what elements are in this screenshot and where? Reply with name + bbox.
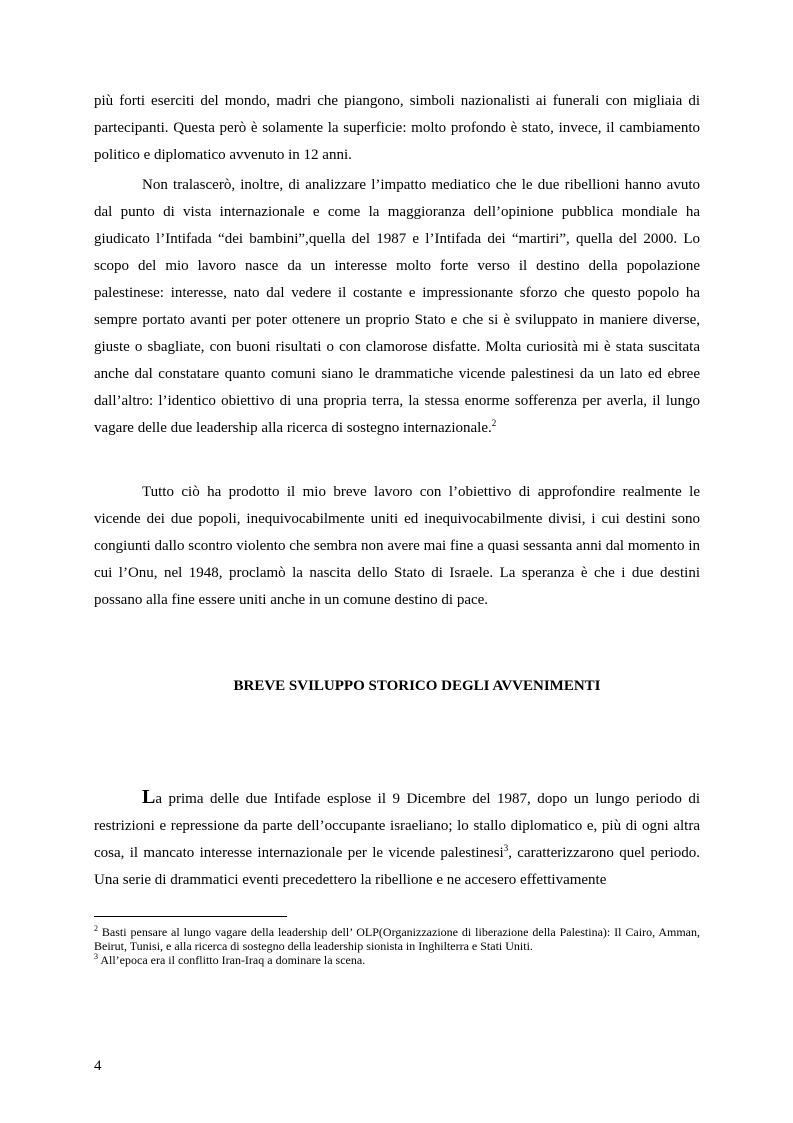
footnote-2-number: 2 (94, 924, 98, 933)
paragraph-4-text-start: a prima delle due Intifade esplose il 9 Dicembre del 1987, dopo un lungo periodo di restrizioni e repressione da parte dell’occupante israeliano; lo stallo diplomatico e, più di ogni altra cosa, il mancato interesse internazionale per le vicende palestinesi (94, 791, 700, 861)
body-paragraph-2 (94, 172, 700, 442)
page-number: 4 (94, 1058, 102, 1074)
footnote-2 (94, 925, 700, 953)
footnotes-section (94, 925, 700, 967)
paragraph-2-text: Non tralascerò, inoltre, di analizzare l’impatto mediatico che le due ribellioni hanno avuto dal punto di vista internazionale e come la maggioranza dell’opinione pubblica mondiale ha giudicato l’Intifada “dei bambini”,quella del 1987 e l’Intifada dei “martiri”, quella del 2000. Lo scopo del mio lavoro nasce da un interesse molto forte verso il destino della popolazione palestinese: interesse, nato dal vedere il costante e impressionante sforzo che questo popolo ha sempre portato avanti per poter ottenere un proprio Stato e che si è sviluppato in maniere diverse, giuste o sbagliate, con buoni risultati o con clamorose disfatte. Molta curiosità mi è stata suscitata anche dal constatare quanto comuni siano le drammatiche vicende palestinesi da un lato ed ebree dall’altro: l’identico obiettivo di una propria terra, la stessa enorme sofferenza per averla, il lungo vagare delle due leadership alla ricerca di sostegno internazionale. (94, 177, 700, 436)
paragraph-3-text: Tutto ciò ha prodotto il mio breve lavoro con l’obiettivo di approfondire realmente le vicende dei due popoli, inequivocabilmente uniti ed inequivocabilmente divisi, i cui destini sono congiunti dallo scontro violento che sembra non avere mai fine a quasi sessanta anni dal momento in cui l’Onu, nel 1948, proclamò la nascita dello Stato di Israele. La speranza è che i due destini possano alla fine essere uniti anche in un comune destino di pace. (94, 484, 700, 608)
section-heading: BREVE SVILUPPO STORICO DEGLI AVVENIMENTI (233, 678, 601, 694)
body-paragraph-3 (94, 479, 700, 614)
footnote-2-text: Basti pensare al lungo vagare della leadership dell’ OLP(Organizzazione di liberazione della Palestina): Il Cairo, Amman, Beirut, Tunisi, e alla ricerca di sostegno della leadership sionista in Inghilterra e Stati Uniti. (94, 925, 700, 953)
paragraph-4-text-end: , caratterizzarono quel periodo. Una serie di drammatici eventi precedettero la ribellione e ne accesero effettivamente (94, 845, 700, 888)
footnote-reference-2[interactable]: 2 (491, 418, 497, 428)
footnote-3-text: All’epoca era il conflitto Iran-Iraq a dominare la scena. (98, 953, 366, 967)
body-paragraph-1 (94, 88, 700, 169)
drop-cap-letter: L (142, 786, 156, 808)
footnote-separator (94, 916, 287, 917)
footnote-3-number: 3 (94, 952, 98, 961)
footnote-3 (94, 953, 700, 967)
body-paragraph-4 (94, 784, 700, 894)
footnote-reference-3[interactable]: 3 (503, 843, 509, 853)
paragraph-1-text: più forti eserciti del mondo, madri che piangono, simboli nazionalisti ai funerali con migliaia di partecipanti. Questa però è solamente la superficie: molto profondo è stato, invece, il cambiamento politico e diplomatico avvenuto in 12 anni. (94, 93, 700, 163)
